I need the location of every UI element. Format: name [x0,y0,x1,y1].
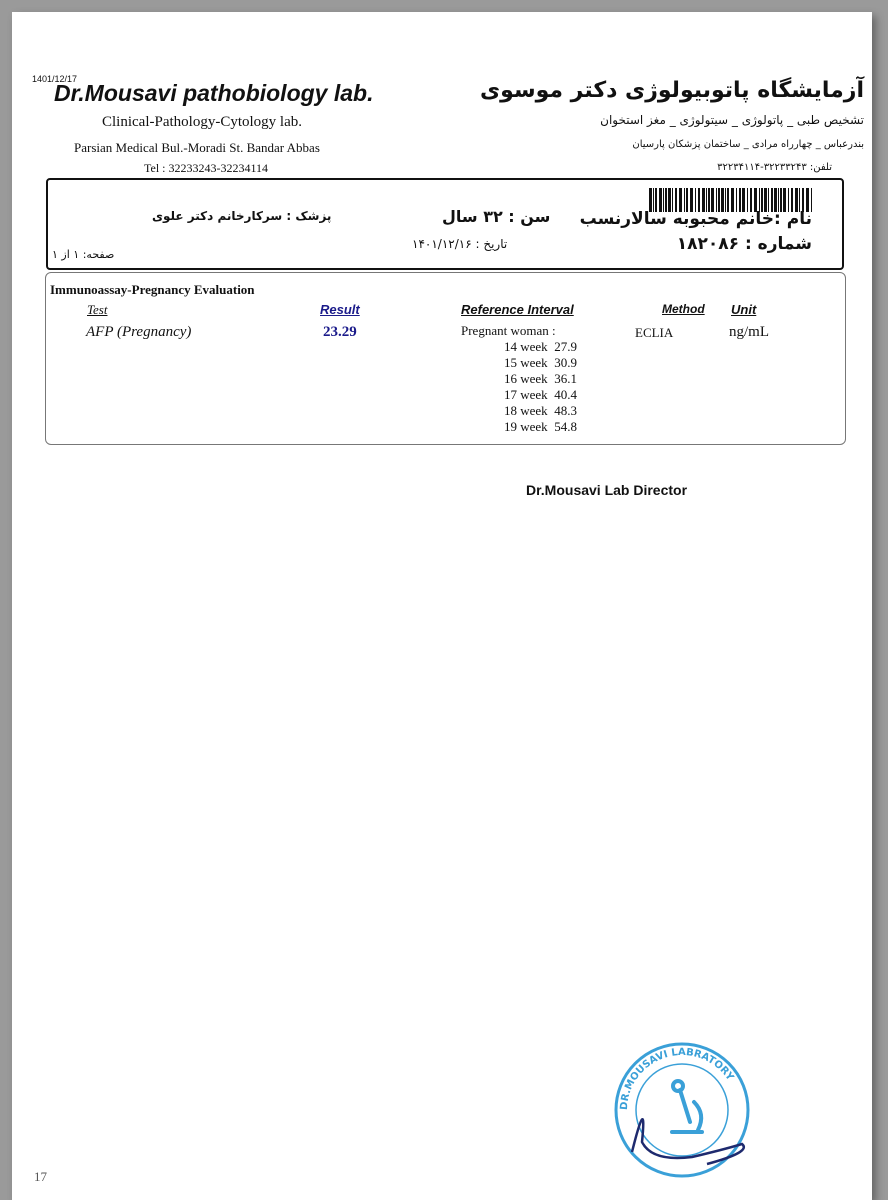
header-method: Method [662,302,705,316]
reference-row: 17 week 40.4 [504,387,577,402]
patient-age: سن : ۳۲ سال [442,207,551,226]
report-page [12,12,872,1200]
test-result-value: 23.29 [323,324,357,340]
report-date: تاریخ : ۱۴۰۱/۱۲/۱۶ [412,237,508,251]
referring-doctor: پزشک : سرکارخانم دکتر علوی [152,209,332,223]
test-unit: ng/mL [729,324,769,340]
print-date: 1401/12/17 [32,74,78,84]
lab-name-en: Dr.Mousavi pathobiology lab. [54,80,374,106]
reference-row: 15 week 30.9 [504,355,577,370]
lab-stamp-icon [602,1032,762,1182]
reference-row: 18 week 48.3 [504,403,577,418]
lab-name-fa: آزمایشگاه پاتوبیولوژی دکتر موسوی [479,78,864,103]
lab-subtitle-fa: تشخیص طبی _ پاتولوژی _ سیتولوژی _ مغز استخوان [600,113,864,127]
page-indicator: صفحه: ۱ از ۱ [52,248,115,261]
header-result: Result [320,302,360,317]
header-test: Test [87,302,108,317]
lab-subtitle-en: Clinical-Pathology-Cytology lab. [102,114,302,130]
reference-row: 16 week 36.1 [504,371,577,386]
lab-director-signature-label: Dr.Mousavi Lab Director [526,482,688,498]
test-method: ECLIA [635,325,674,340]
lab-address-fa: بندرعباس _ چهارراه مرادی _ ساختمان پزشکان پارسیان [632,139,864,150]
stamp-text: DR.MOUSAVI LABRATORY [618,1047,736,1111]
lab-tel-fa: تلفن: ۳۲۲۳۳۲۴۳-۳۲۲۳۴۱۱۴ [717,162,832,173]
lab-tel-en: Tel : 32233243-32234114 [144,161,269,175]
reference-row: 14 week 27.9 [504,339,577,354]
header-unit: Unit [731,302,757,317]
patient-number: شماره : ۱۸۲۰۸۶ [676,234,812,254]
reference-intro: Pregnant woman : [461,323,556,338]
reference-row: 19 week 54.8 [504,419,577,434]
lab-address-en: Parsian Medical Bul.-Moradi St. Bandar Abbas [74,140,320,155]
header-reference: Reference Interval [461,302,574,317]
test-name: AFP (Pregnancy) [86,324,192,340]
section-title: Immunoassay-Pregnancy Evaluation [50,282,255,297]
patient-name: نام :خانم محبوبه سالارنسب [579,209,812,229]
page-number: 17 [34,1169,47,1184]
